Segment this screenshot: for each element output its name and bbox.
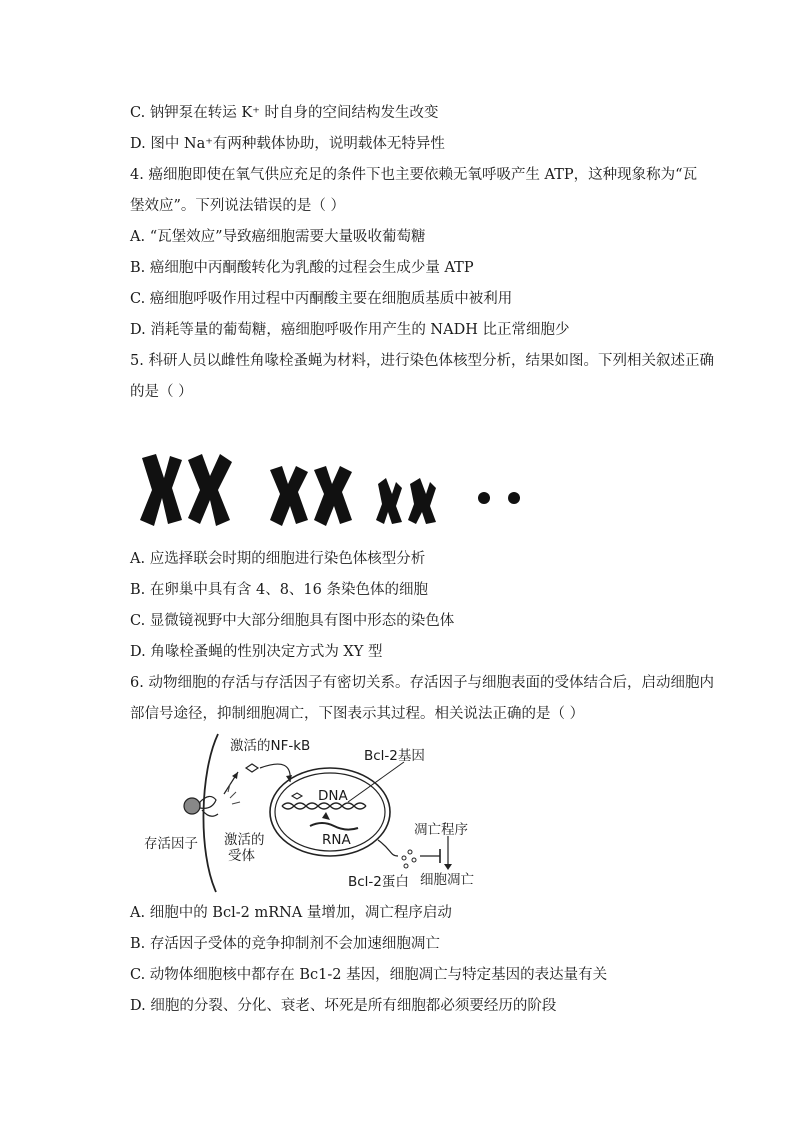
q6-option-a: A. 细胞中的 Bcl-2 mRNA 量增加，凋亡程序启动	[130, 905, 452, 921]
q6-stem-line-1: 6. 动物细胞的存活与存活因子有密切关系。存活因子与细胞表面的受体结合后，启动细胞内	[130, 675, 714, 691]
q4-option-b: B. 癌细胞中丙酮酸转化为乳酸的过程会生成少量 ATP	[130, 260, 474, 276]
q5-option-a: A. 应选择联会时期的细胞进行染色体核型分析	[130, 551, 426, 567]
bcl2-gene-pointer	[348, 762, 404, 802]
nfkb-molecule	[246, 764, 258, 772]
q5-stem-line-1: 5. 科研人员以雌性角喙栓蚤蝇为材料，进行染色体核型分析，结果如图。下列相关叙述正确	[130, 353, 714, 369]
chromosome-pair-4	[478, 492, 520, 504]
label-survival-factor: 存活因子	[144, 836, 198, 852]
karyotype-figure	[130, 448, 530, 532]
label-bcl2-protein: Bcl-2蛋白	[348, 874, 409, 890]
label-cell-apoptosis: 细胞凋亡	[420, 872, 474, 888]
chromosome-pair-2	[270, 466, 352, 526]
q6-option-b: B. 存活因子受体的竞争抑制剂不会加速细胞凋亡	[130, 936, 440, 952]
survival-factor-pathway-diagram	[142, 732, 492, 894]
chromosome-pair-3	[376, 478, 436, 524]
label-activated-receptor-2: 受体	[228, 848, 255, 864]
transcription-arrow	[322, 812, 330, 820]
q4-option-a: A. “瓦堡效应”导致癌细胞需要大量吸收葡萄糖	[130, 229, 426, 245]
q6-option-c: C. 动物体细胞核中都存在 Bc1-2 基因，细胞凋亡与特定基因的表达量有关	[130, 967, 608, 983]
bcl2-protein-dots	[402, 850, 416, 868]
q6-option-d: D. 细胞的分裂、分化、衰老、坏死是所有细胞都必须要经历的阶段	[130, 998, 557, 1014]
q5-option-b: B. 在卵巢中具有含 4、8、16 条染色体的细胞	[130, 582, 428, 598]
survival-factor	[184, 798, 200, 814]
label-rna: RNA	[322, 832, 351, 848]
q5-option-d: D. 角喙栓蚤蝇的性别决定方式为 XY 型	[130, 644, 383, 660]
rna-strand	[310, 823, 358, 830]
label-activated-receptor-1: 激活的	[224, 832, 265, 848]
nfkb-translocation-arrow	[260, 764, 290, 782]
q3-option-d: D. 图中 Na⁺有两种载体协助，说明载体无特异性	[130, 136, 445, 152]
activation-spark	[228, 784, 240, 804]
q5-option-c: C. 显微镜视野中大部分细胞具有图中形态的染色体	[130, 613, 455, 629]
q3-option-c: C. 钠钾泵在转运 K⁺ 时自身的空间结构发生改变	[130, 105, 439, 121]
label-activated-nfkb: 激活的NF-kB	[230, 738, 311, 754]
export-arrow	[378, 840, 398, 856]
activated-receptor	[200, 796, 216, 808]
label-apoptosis-program: 凋亡程序	[414, 822, 468, 838]
q4-stem-line-1: 4. 癌细胞即使在氧气供应充足的条件下也主要依赖无氧呼吸产生 ATP，这种现象称为“瓦	[130, 167, 698, 183]
chromosome-pair-1	[140, 454, 232, 526]
q4-stem-line-2: 堡效应”。下列说法错误的是（ ）	[130, 198, 346, 214]
q5-stem-line-2: 的是（ ）	[130, 384, 193, 400]
q6-stem-line-2: 部信号途径，抑制细胞凋亡，下图表示其过程。相关说法正确的是（ ）	[130, 706, 585, 722]
q4-option-c: C. 癌细胞呼吸作用过程中丙酮酸主要在细胞质基质中被利用	[130, 291, 513, 307]
label-dna: DNA	[318, 788, 348, 804]
q4-option-d: D. 消耗等量的葡萄糖，癌细胞呼吸作用产生的 NADH 比正常细胞少	[130, 322, 570, 338]
label-bcl2-gene: Bcl-2基因	[364, 748, 425, 764]
